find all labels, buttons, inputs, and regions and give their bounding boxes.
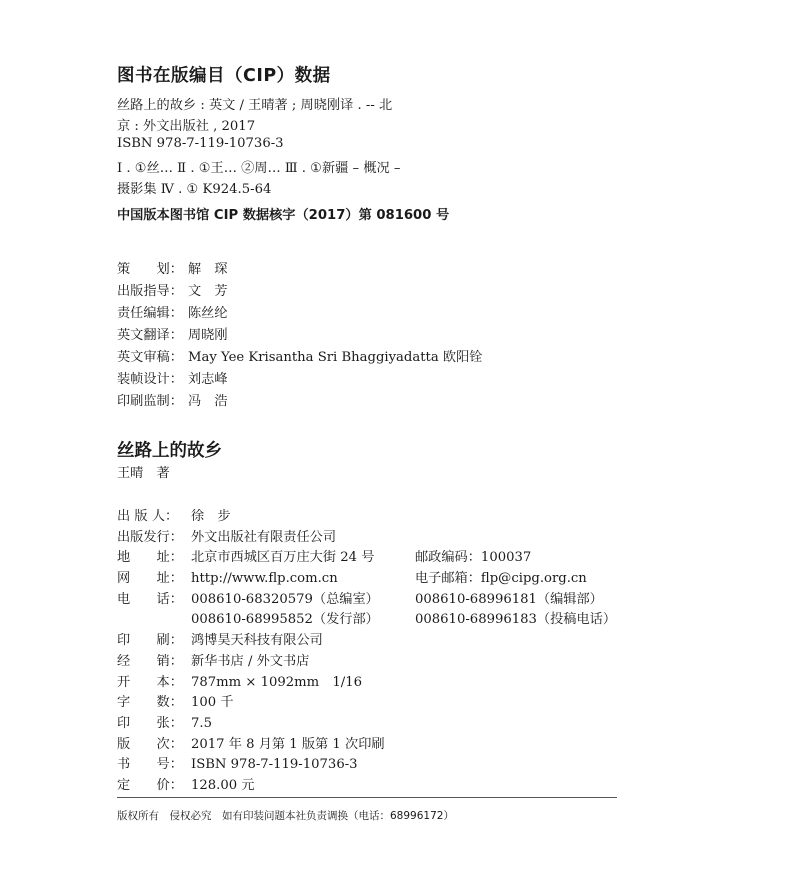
imprint-row [117,546,532,566]
imprint-value-secondary: 电子邮箱：flp@cipg.org.cn [415,571,587,587]
credit-value: 解 琛 [188,262,228,277]
credit-row [117,280,228,299]
imprint-value: http://www.flp.com.cn [191,571,338,587]
imprint-row [117,774,255,793]
cip-line: Ⅰ . ①丝… Ⅱ . ①王… ②周… Ⅲ . ①新疆 – 概况 – [117,161,401,176]
imprint-row [117,567,587,587]
imprint-value: 787mm × 1092mm 1/16 [191,674,362,690]
credit-value: May Yee Krisantha Sri Bhaggiyadatta 欧阳铨 [188,350,483,365]
credit-value: 刘志峰 [188,372,228,387]
imprint-label: 印 张： [117,715,183,731]
copyright-footer: 版权所有 侵权必究 如有印装问题本社负责调换（电话：68996172） [117,810,454,822]
imprint-value-secondary: 008610-68996181（编辑部） [415,591,603,607]
imprint-value: 128.00 元 [191,778,255,793]
imprint-value: 100 千 [191,695,234,711]
imprint-value: 008610-68320579（总编室） [191,591,379,607]
book-author: 王晴 著 [117,466,170,481]
imprint-row [117,712,212,731]
imprint-row [117,526,336,545]
imprint-row [117,629,323,648]
credit-value: 陈丝纶 [188,306,228,321]
cip-line: 丝路上的故乡 : 英文 / 王晴著 ; 周晓刚译 . -- 北 [117,98,393,113]
credit-row [117,368,228,387]
imprint-value: 外文出版社有限责任公司 [191,529,337,545]
credit-value: 文 芳 [188,284,228,299]
cip-line: 摄影集 Ⅳ . ① K924.5-64 [117,182,272,197]
credit-value: 周晓刚 [188,328,228,343]
credit-label: 策 划： [117,262,183,277]
credit-row [117,302,228,321]
credit-label: 英文审稿： [117,350,183,365]
imprint-value: 徐 步 [191,509,231,524]
imprint-value: 2017 年 8 月第 1 版第 1 次印刷 [191,736,385,752]
credit-label: 英文翻译： [117,328,183,343]
imprint-value-secondary: 008610-68996183（投稿电话） [415,612,617,628]
imprint-value: 新华书店 / 外文书店 [191,653,310,669]
imprint-row [117,753,358,772]
imprint-row [117,505,231,524]
credit-row [117,346,482,365]
imprint-label: 印 刷： [117,633,183,649]
imprint-label: 电 话： [117,591,183,607]
credit-value: 冯 浩 [188,394,228,409]
imprint-label: 出版发行： [117,529,183,545]
imprint-label: 地 址： [117,550,183,566]
credit-row [117,258,228,277]
imprint-row [117,650,309,669]
imprint-label: 出 版 人： [117,509,179,524]
imprint-label: 网 址： [117,571,183,587]
imprint-label: 定 价： [117,778,183,793]
credit-label: 印刷监制： [117,394,183,409]
imprint-row [117,733,385,752]
footer-divider [117,797,617,798]
credit-label: 装帧设计： [117,372,183,387]
credit-row [117,390,228,409]
credit-label: 出版指导： [117,284,183,299]
imprint-value: 7.5 [191,715,212,731]
imprint-label: 经 销： [117,653,183,669]
imprint-value: 008610-68995852（发行部） [191,612,379,628]
imprint-label: 字 数： [117,695,183,711]
credit-label: 责任编辑： [117,306,183,321]
imprint-value: 北京市西城区百万庄大街 24 号 [191,550,375,566]
imprint-label: 版 次： [117,736,183,752]
imprint-value: 鸿博昊天科技有限公司 [191,633,323,649]
credit-row [117,324,228,343]
imprint-row [117,608,617,628]
book-title: 丝路上的故乡 [117,441,222,461]
imprint-label: 开 本： [117,674,183,690]
imprint-value-secondary: 邮政编码：100037 [415,550,532,566]
imprint-label: 书 号： [117,757,183,773]
cip-record-number: 中国版本图书馆 CIP 数据核字（2017）第 081600 号 [117,208,450,223]
imprint-value: ISBN 978-7-119-10736-3 [191,757,358,773]
cip-line: ISBN 978-7-119-10736-3 [117,136,284,151]
imprint-row [117,691,234,710]
imprint-row [117,588,603,607]
imprint-row [117,671,362,690]
cip-line: 京 : 外文出版社 , 2017 [117,119,256,134]
cip-title: 图书在版编目（CIP）数据 [117,66,331,86]
